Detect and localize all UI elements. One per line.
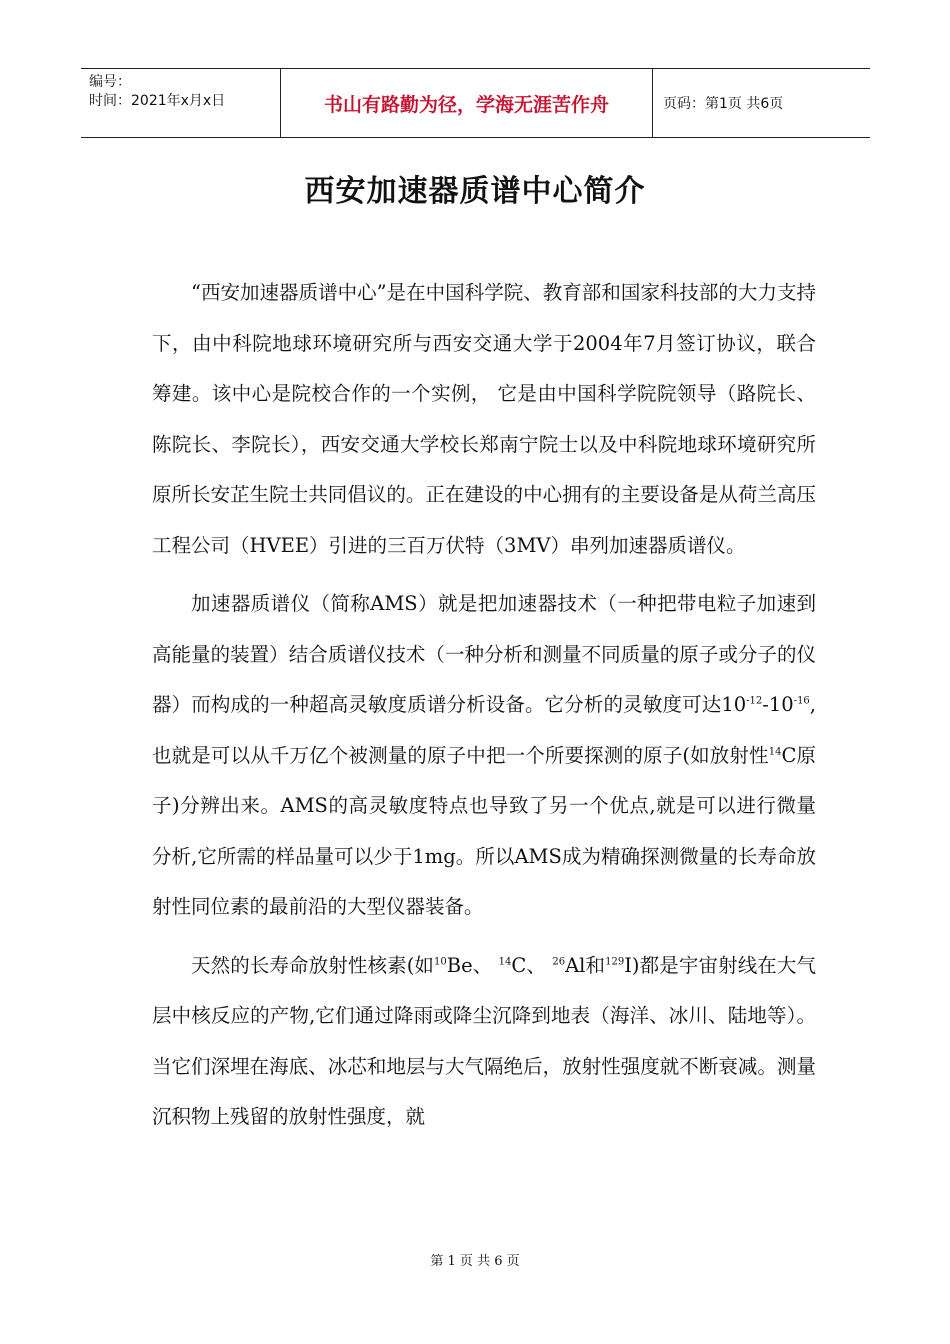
superscript: 14 (768, 746, 782, 757)
page-footer: 第 1 页 共 6 页 (430, 1254, 520, 1269)
header-motto: 书山有路勤为径，学海无涯苦作舟 (281, 69, 653, 137)
time-label: 时间：2021年x月x日 (89, 93, 226, 109)
superscript: 129 (605, 956, 625, 967)
header-meta (81, 69, 281, 137)
page-header (81, 68, 870, 138)
superscript: 10 (434, 956, 447, 967)
superscript: -16 (793, 695, 810, 707)
text-run: 天然的长寿命放射性核素(如 (191, 953, 435, 977)
paragraph-3 (152, 941, 816, 1143)
number-label: 编号： (89, 74, 131, 90)
text-run: -10 (762, 693, 794, 716)
superscript: 14 (498, 956, 512, 967)
paragraph-1: “西安加速器质谱中心”是在中国科学院、教育部和国家科技部的大力支持下，由中科院地球环境研究所与西安交通大学于2004年7月签订协议，联合筹建。该中心是院校合作的一个实例， 它是由中国科学院院领导（路院长、陈院长、李院长），西安交通大学校长郑南宁院士以及中科院地球环境研究所原所长安芷生院士共同倡议的。正在建设的中心拥有的主要设备是从荷兰高压工程公司（HVEE）引进的三百万伏特（3MV）串列加速器质谱仪。 (152, 281, 816, 557)
document-title: 西安加速器质谱中心简介 (304, 174, 646, 209)
paragraph-2 (152, 579, 816, 933)
header-page-info: 页码：第1页 共6页 (663, 96, 784, 112)
text-run: Al和 (565, 953, 606, 977)
text-run: I)都是宇宙射线在大气层中核反应的产物,它们通过降雨或降尘沉降到地表（海洋、冰川、陆地等）。当它们深埋在海底、冰芯和地层与大气隔绝后，放射性强度就不断衰减。测量沉积物上残留的放射性强度，就 (152, 953, 817, 1128)
text-run: 加速器质谱仪（简称AMS）就是把加速器技术（一种把带电粒子加速到高能量的装置）结合质谱仪技术（一种分析和测量不同质量的原子或分子的仪器）而构成的一种超高灵敏度质谱分析设备。它分析的灵敏度可达10 (152, 592, 816, 716)
text-run: ,也就是可以从千万亿个被测量的原子中把一个所要探测的原子(如放射性 (152, 693, 816, 767)
text-run: C、 (511, 953, 553, 977)
text-run: Be、 (446, 953, 499, 977)
text-run: C原子)分辨出来。AMS的高灵敏度特点也导致了另一个优点,就是可以进行微量分析,它所需的样品量可以少于1mg。所以AMS成为精确探测微量的长寿命放射性同位素的最前沿的大型仪器装备。 (152, 743, 817, 918)
document-body (152, 268, 816, 1151)
superscript: 26 (552, 956, 566, 967)
superscript: -12 (746, 695, 763, 707)
